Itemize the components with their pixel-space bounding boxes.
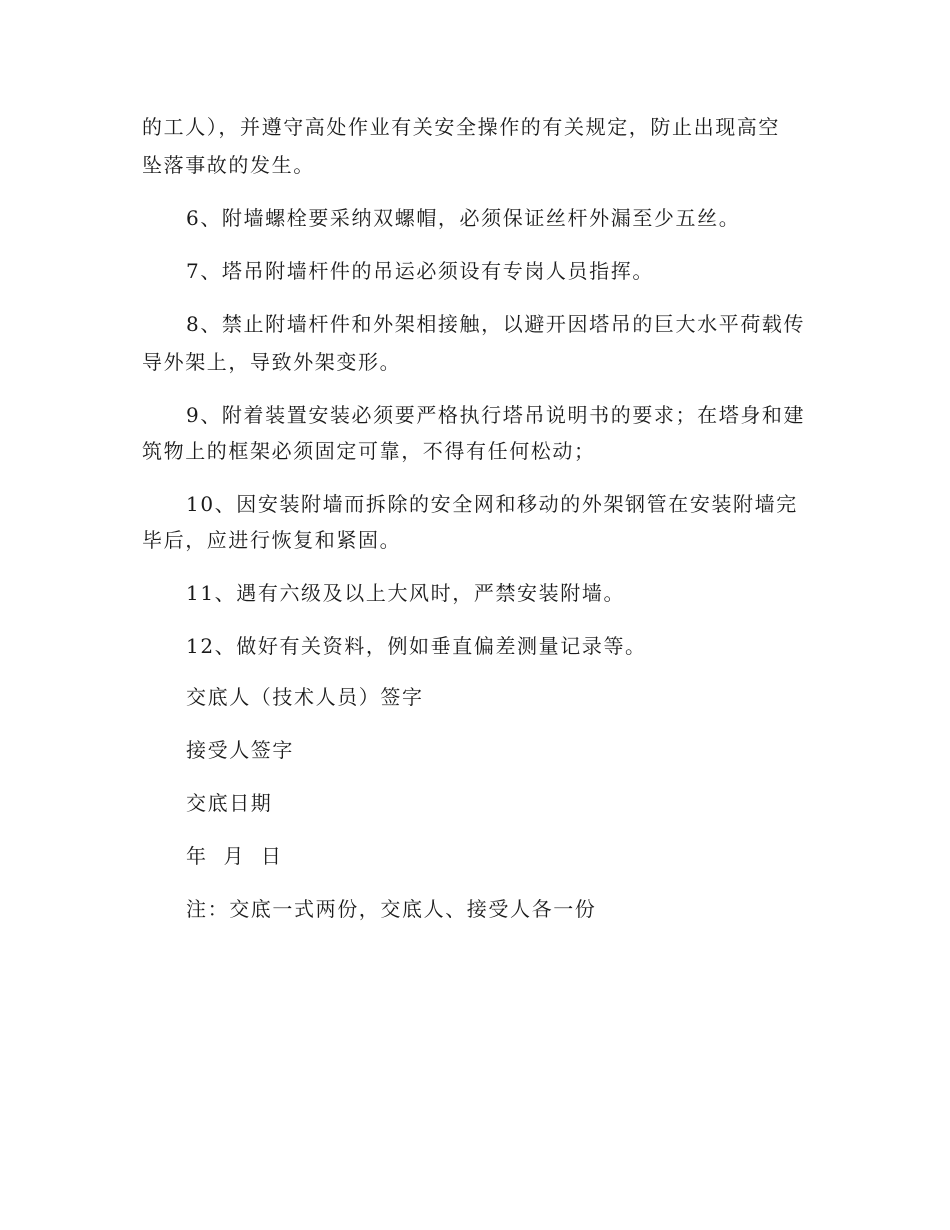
list-item-10: 10、因安装附墙而拆除的安全网和移动的外架钢管在安装附墙完 xyxy=(186,492,798,516)
list-item-8: 8、禁止附墙杆件和外架相接触，以避开因塔吊的巨大水平荷载传 xyxy=(186,312,806,336)
list-item-6: 6、附墙螺栓要采纳双螺帽，必须保证丝杆外漏至少五丝。 xyxy=(186,206,741,230)
list-item-12: 12、做好有关资料，例如垂直偏差测量记录等。 xyxy=(186,634,647,658)
list-item-8-cont: 导外架上，导致外架变形。 xyxy=(142,350,402,374)
list-item-10-cont: 毕后，应进行恢复和紧固。 xyxy=(142,528,402,552)
paragraph-line: 的工人），并遵守高处作业有关安全操作的有关规定，防止出现高空 xyxy=(142,115,780,139)
footnote: 注：交底一式两份，交底人、接受人各一份 xyxy=(186,897,597,921)
list-item-7: 7、塔吊附墙杆件的吊运必须设有专岗人员指挥。 xyxy=(186,259,654,283)
date-label: 交底日期 xyxy=(186,791,273,815)
list-item-9-cont: 筑物上的框架必须固定可靠，不得有任何松动； xyxy=(142,439,596,463)
list-item-9: 9、附着装置安装必须要严格执行塔吊说明书的要求；在塔身和建 xyxy=(186,403,806,427)
paragraph-line: 坠落事故的发生。 xyxy=(142,153,315,177)
tech-signature-label: 交底人（技术人员）签字 xyxy=(186,685,424,709)
date-fields: 年 月 日 xyxy=(186,844,283,868)
list-item-11: 11、遇有六级及以上大风时，严禁安装附墙。 xyxy=(186,581,626,605)
receiver-signature-label: 接受人签字 xyxy=(186,738,294,762)
